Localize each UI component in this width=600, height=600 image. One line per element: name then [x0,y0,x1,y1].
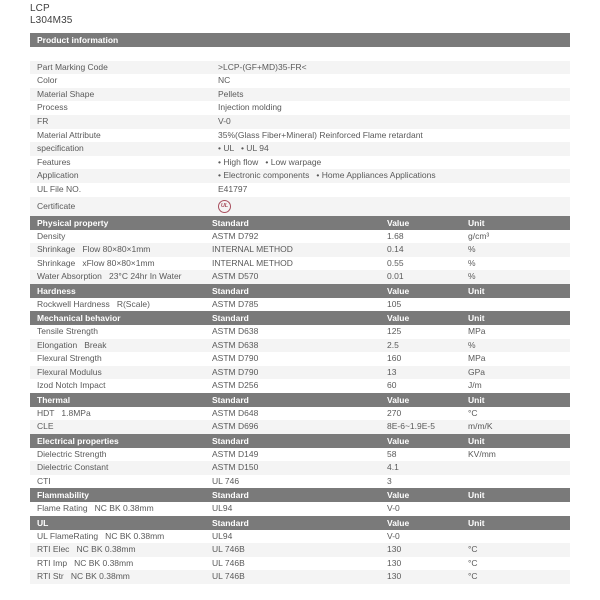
table-row [30,339,570,353]
unit-cell: % [468,339,476,350]
property-cell: RTI Str NC BK 0.38mm [37,571,130,582]
section-header [30,216,570,230]
table-row [30,298,570,312]
column-header-value: Value [387,313,410,324]
value-cell: 1.68 [387,230,404,241]
product-information-header: Product information [30,33,570,47]
table-row [30,101,570,115]
property-cell: RTI Imp NC BK 0.38mm [37,557,134,568]
unit-cell: g/cm³ [468,230,490,241]
product-information-table [30,61,570,216]
row-value: >LCP-(GF+MD)35-FR< [218,61,307,72]
row-label: Part Marking Code [37,61,108,72]
value-cell: 270 [387,407,402,418]
property-cell: RTI Elec NC BK 0.38mm [37,544,136,555]
table-row [30,169,570,183]
column-header-standard: Standard [212,394,249,405]
standard-cell: ASTM D790 [212,366,259,377]
property-cell: Tensile Strength [37,326,98,337]
unit-cell: m/m/K [468,421,493,432]
column-header-unit: Unit [468,394,485,405]
table-row [30,142,570,156]
unit-cell: °C [468,557,478,568]
value-cell: 0.01 [387,271,404,282]
table-row [30,74,570,88]
property-sections [30,216,570,584]
property-cell: CLE [37,421,54,432]
standard-cell: ASTM D638 [212,339,259,350]
table-row [30,352,570,366]
section-header [30,488,570,502]
table-row [30,243,570,257]
table-row [30,407,570,421]
standard-cell: ASTM D256 [212,380,259,391]
column-header-standard: Standard [212,285,249,296]
section-rows [30,502,570,516]
property-cell: Elongation Break [37,339,107,350]
value-cell: 0.14 [387,244,404,255]
standard-cell: ASTM D638 [212,326,259,337]
property-cell: HDT 1.8MPa [37,407,91,418]
row-value: 35%(Glass Fiber+Mineral) Reinforced Flame retardant [218,129,423,140]
value-cell: 58 [387,448,397,459]
section-title: Hardness [37,285,76,296]
column-header-standard: Standard [212,490,249,501]
row-label: Features [37,156,71,167]
unit-cell: MPa [468,326,486,337]
unit-cell: MPa [468,353,486,364]
ul-certificate-logo: UL [218,200,231,213]
column-header-value: Value [387,517,410,528]
row-value: • UL • UL 94 [218,143,269,154]
property-cell: CTI [37,475,51,486]
column-header-standard: Standard [212,217,249,228]
row-value: NC [218,75,231,86]
table-row [30,270,570,284]
unit-cell: KV/mm [468,448,496,459]
standard-cell: INTERNAL METHOD [212,257,293,268]
row-label: Material Shape [37,88,95,99]
property-cell: Shrinkage Flow 80×80×1mm [37,244,151,255]
value-cell: 8E-6~1.9E-5 [387,421,435,432]
section-header [30,516,570,530]
table-row [30,230,570,244]
section-title: Physical property [37,217,109,228]
table-row [30,475,570,489]
row-value: Pellets [218,88,244,99]
row-label: Color [37,75,58,86]
table-row [30,61,570,75]
column-header-value: Value [387,217,410,228]
section-rows [30,230,570,284]
property-cell: Izod Notch Impact [37,380,106,391]
value-cell: V-0 [387,503,400,514]
standard-cell: ASTM D149 [212,448,259,459]
value-cell: 105 [387,298,402,309]
value-cell: 2.5 [387,339,399,350]
table-row [30,129,570,143]
standard-cell: UL94 [212,503,233,514]
column-header-value: Value [387,285,410,296]
property-cell: Water Absorption 23°C 24hr In Water [37,271,182,282]
column-header-value: Value [387,394,410,405]
unit-cell: % [468,257,476,268]
column-header-value: Value [387,490,410,501]
property-cell: UL FlameRating NC BK 0.38mm [37,530,165,541]
property-cell: Flexural Modulus [37,366,102,377]
property-cell: Dielectric Constant [37,462,109,473]
standard-cell: ASTM D648 [212,407,259,418]
column-header-unit: Unit [468,435,485,446]
section-rows [30,448,570,489]
value-cell: 4.1 [387,462,399,473]
section-rows [30,325,570,393]
section-header [30,434,570,448]
unit-cell: °C [468,571,478,582]
row-label: Material Attribute [37,129,101,140]
section-title: Thermal [37,394,71,405]
section-title: Mechanical behavior [37,313,121,324]
row-value: Injection molding [218,102,282,113]
section-title: Electrical properties [37,435,119,446]
property-cell: Dielectric Strength [37,448,107,459]
standard-cell: UL 746 [212,475,240,486]
property-cell: Rockwell Hardness R(Scale) [37,298,150,309]
unit-cell: % [468,244,476,255]
row-value: V-0 [218,115,231,126]
section-rows [30,407,570,434]
row-value [218,197,570,216]
table-row [30,88,570,102]
value-cell: 0.55 [387,257,404,268]
column-header-unit: Unit [468,313,485,324]
standard-cell: ASTM D792 [212,230,259,241]
property-cell: Flexural Strength [37,353,102,364]
row-value: • Electronic components • Home Appliances Applications [218,170,436,181]
row-value: • High flow • Low warpage [218,156,322,167]
table-row [30,379,570,393]
section-header [30,393,570,407]
value-cell: 125 [387,326,402,337]
table-row [30,530,570,544]
column-header-unit: Unit [468,217,485,228]
section-title: UL [37,517,49,528]
column-header-standard: Standard [212,517,249,528]
table-row [30,570,570,584]
property-cell: Flame Rating NC BK 0.38mm [37,503,154,514]
row-label: specification [37,143,84,154]
section-header [30,284,570,298]
table-row [30,448,570,462]
value-cell: 13 [387,366,397,377]
value-cell: 60 [387,380,397,391]
table-row [30,420,570,434]
table-row [30,197,570,216]
standard-cell: ASTM D785 [212,298,259,309]
column-header-unit: Unit [468,517,485,528]
property-cell: Shrinkage xFlow 80×80×1mm [37,257,155,268]
standard-cell: UL 746B [212,571,245,582]
value-cell: 130 [387,544,402,555]
section-title: Flammability [37,490,89,501]
table-row [30,257,570,271]
row-label: Application [37,170,79,181]
material-grade-title: L304M35 [30,14,73,26]
standard-cell: ASTM D696 [212,421,259,432]
table-row [30,156,570,170]
table-row [30,183,570,197]
unit-cell: J/m [468,380,482,391]
column-header-standard: Standard [212,313,249,324]
standard-cell: UL 746B [212,557,245,568]
row-label: Certificate [37,200,76,211]
row-label: UL File NO. [37,183,82,194]
column-header-standard: Standard [212,435,249,446]
standard-cell: UL94 [212,530,233,541]
column-header-unit: Unit [468,490,485,501]
standard-cell: ASTM D790 [212,353,259,364]
unit-cell: GPa [468,366,486,377]
standard-cell: ASTM D570 [212,271,259,282]
table-row [30,115,570,129]
table-row [30,325,570,339]
table-row [30,502,570,516]
unit-cell: °C [468,544,478,555]
standard-cell: INTERNAL METHOD [212,244,293,255]
value-cell: 130 [387,571,402,582]
row-label: FR [37,115,49,126]
section-rows [30,298,570,312]
row-label: Process [37,102,68,113]
value-cell: 130 [387,557,402,568]
material-family-title: LCP [30,3,50,14]
table-row [30,461,570,475]
standard-cell: ASTM D150 [212,462,259,473]
section-rows [30,530,570,584]
table-row [30,543,570,557]
table-row [30,557,570,571]
property-cell: Density [37,230,66,241]
table-row [30,366,570,380]
row-value: E41797 [218,183,248,194]
value-cell: V-0 [387,530,400,541]
standard-cell: UL 746B [212,544,245,555]
column-header-unit: Unit [468,285,485,296]
value-cell: 160 [387,353,402,364]
unit-cell: °C [468,407,478,418]
section-header [30,311,570,325]
unit-cell: % [468,271,476,282]
value-cell: 3 [387,475,392,486]
column-header-value: Value [387,435,410,446]
